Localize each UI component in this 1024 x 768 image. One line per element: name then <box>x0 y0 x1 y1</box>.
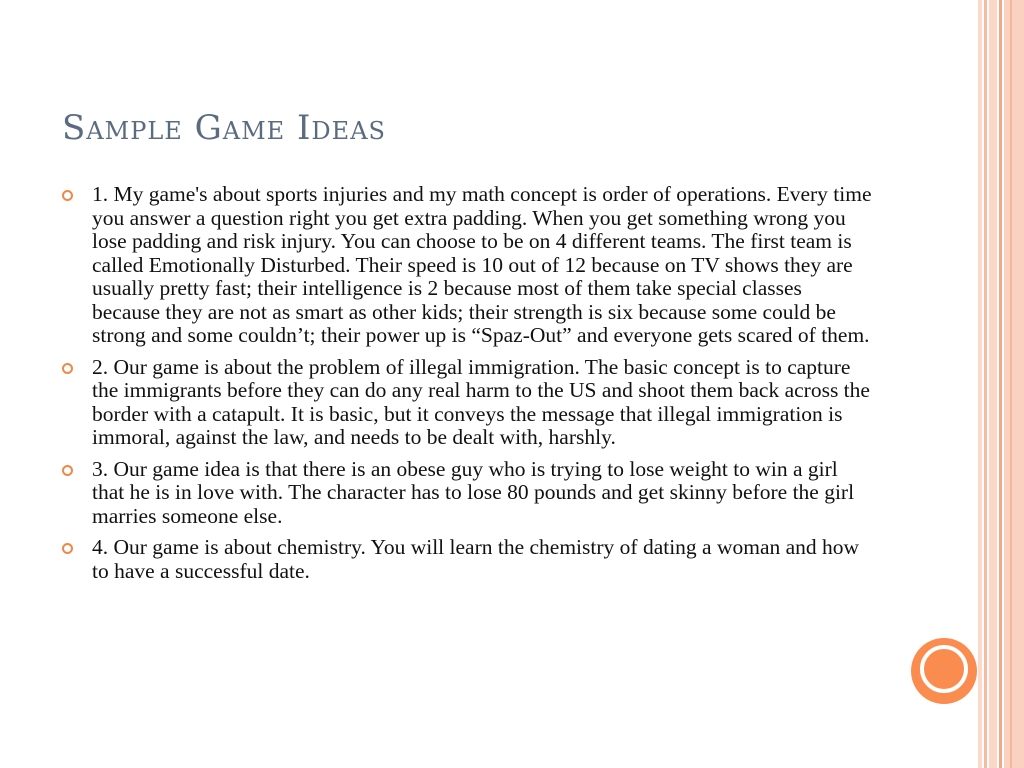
bullet-circle-icon <box>62 543 73 554</box>
bullet-text: 1. My game's about sports injuries and my math concept is order of operations. Every time you answer a question right you get extra padding. When you get something wrong you lose padding and risk injury. You can choose to be on 4 different teams. The first team is called Emotionally Disturbed. Their speed is 10 out of 12 because on TV shows they are usually pretty fast; their intelligence is 2 because most of them take special classes because they are not as smart as other kids; their strength is six because some could be strong and some couldn’t; their power up is “Spaz-Out” and everyone gets scared of them. <box>92 182 872 347</box>
bullet-text: 3. Our game idea is that there is an obese guy who is trying to lose weight to win a girl that he is in love with. The character has to lose 80 pounds and get skinny before the girl marries someone else. <box>92 456 855 528</box>
bullet-list <box>62 183 872 591</box>
bullet-text: 2. Our game is about the problem of illegal immigration. The basic concept is to capture the immigrants before they can do any real harm to the US and shoot them back across the border with a catapult. It is basic, but it conveys the message that illegal immigration is immoral, against the law, and needs to be dealt with, harshly. <box>92 354 870 449</box>
bullet-text: 4. Our game is about chemistry. You will learn the chemistry of dating a woman and how to have a successful date. <box>92 535 860 583</box>
decorative-ring-inner <box>920 645 968 693</box>
bullet-circle-icon <box>62 465 73 476</box>
decorative-stripe <box>999 0 1002 768</box>
decorative-stripe <box>984 0 987 768</box>
decorative-stripe <box>1004 0 1024 768</box>
slide-title: Sample Game Ideas <box>62 108 386 148</box>
bullet-item <box>62 183 872 348</box>
decorative-stripe <box>1010 0 1012 768</box>
decorative-ring-icon <box>911 638 977 704</box>
decorative-stripe <box>978 0 982 768</box>
bullet-item <box>62 536 872 583</box>
bullet-circle-icon <box>62 363 73 374</box>
bullet-circle-icon <box>62 190 73 201</box>
decorative-stripe <box>989 0 997 768</box>
bullet-item <box>62 458 872 529</box>
bullet-item <box>62 356 872 450</box>
